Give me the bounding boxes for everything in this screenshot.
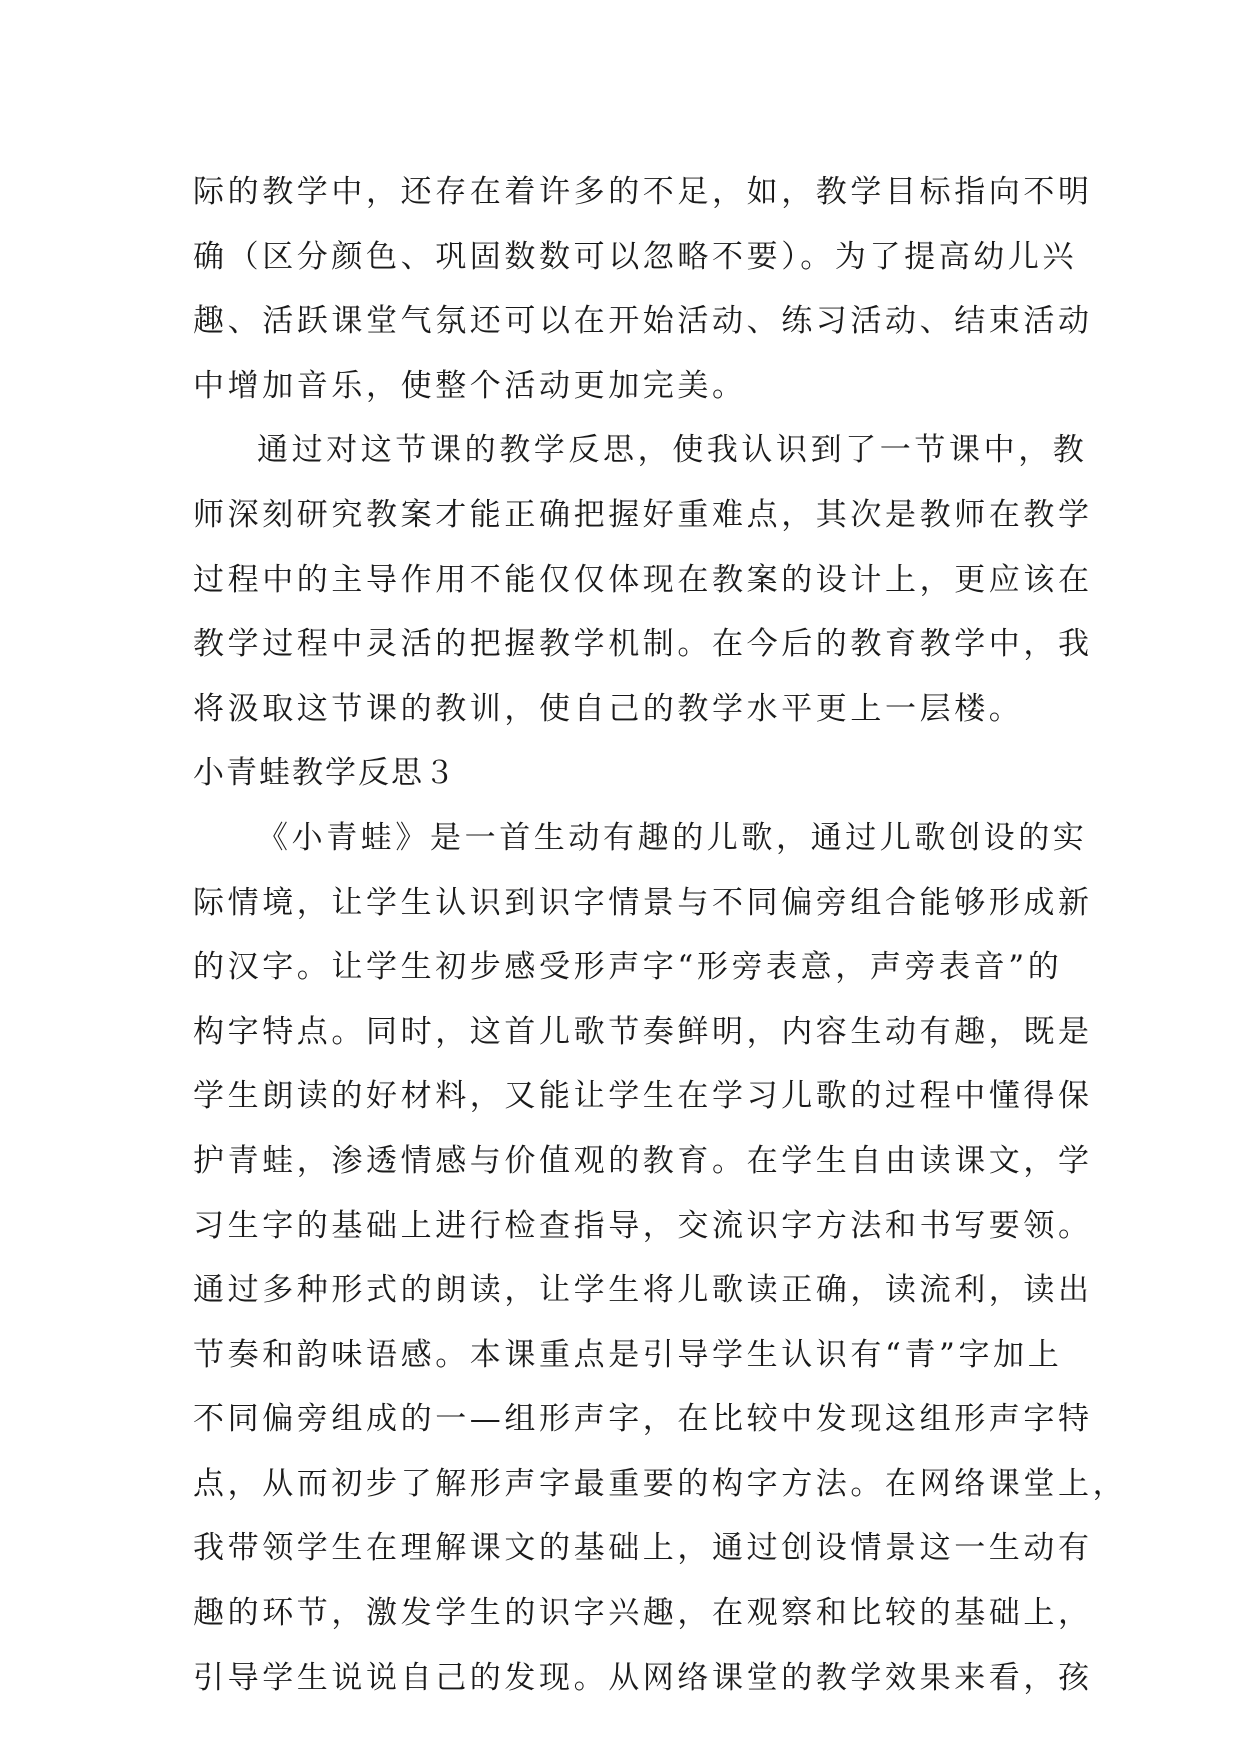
text-line: 的汉字。让学生初步感受形声字“形旁表意，声旁表音”的 [193,949,1063,986]
document-body [193,160,1128,1710]
text-line: 将汲取这节课的教训，使自己的教学水平更上一层楼。 [193,690,1024,727]
text-line: 节奏和韵味语感。本课重点是引导学生认识有“青”字加上 [193,1336,1063,1373]
text-line: 通过对这节课的教学反思，使我认识到了一节课中，教 [257,432,1088,469]
text-line: 不同偏旁组成的一—组形声字，在比较中发现这组形声字特 [193,1401,1093,1438]
text-line: 中增加音乐，使整个活动更加完美。 [193,367,747,404]
text-line: 引导学生说说自己的发现。从网络课堂的教学效果来看，孩 [193,1659,1093,1696]
text-line: 护青蛙，渗透情感与价值观的教育。在学生自由读课文，学 [193,1142,1093,1179]
text-line: 点，从而初步了解形声字最重要的构字方法。在网络课堂上， [193,1465,1128,1502]
text-line: 过程中的主导作用不能仅仅体现在教案的设计上，更应该在 [193,561,1093,598]
text-line: 学生朗读的好材料，又能让学生在学习儿歌的过程中懂得保 [193,1078,1093,1115]
text-line: 际情境，让学生认识到识字情景与不同偏旁组合能够形成新 [193,884,1093,921]
section-heading: 小青蛙教学反思３ [193,755,457,792]
text-line: 趣的环节，激发学生的识字兴趣，在观察和比较的基础上， [193,1595,1093,1632]
text-line: 师深刻研究教案才能正确把握好重难点，其次是教师在教学 [193,496,1093,533]
paragraph-continuation [193,160,1093,418]
text-line: 习生字的基础上进行检查指导，交流识字方法和书写要领。 [193,1207,1093,1244]
paragraph-little-frog [193,806,1128,1710]
text-line: 际的教学中，还存在着许多的不足，如，教学目标指向不明 [193,174,1093,210]
text-line: 教学过程中灵活的把握教学机制。在今后的教育教学中，我 [193,626,1093,663]
text-line: 构字特点。同时，这首儿歌节奏鲜明，内容生动有趣，既是 [193,1013,1093,1050]
text-line: 趣、活跃课堂气氛还可以在开始活动、练习活动、结束活动 [193,303,1093,340]
text-line: 确（区分颜色、巩固数数可以忽略不要）。为了提高幼儿兴 [193,238,1078,275]
paragraph-reflection [193,418,1093,741]
text-line: 《小青蛙》是一首生动有趣的儿歌，通过儿歌创设的实 [257,819,1088,856]
text-line: 我带领学生在理解课文的基础上，通过创设情景这一生动有 [193,1530,1093,1567]
text-line: 通过多种形式的朗读，让学生将儿歌读正确，读流利，读出 [193,1272,1093,1309]
